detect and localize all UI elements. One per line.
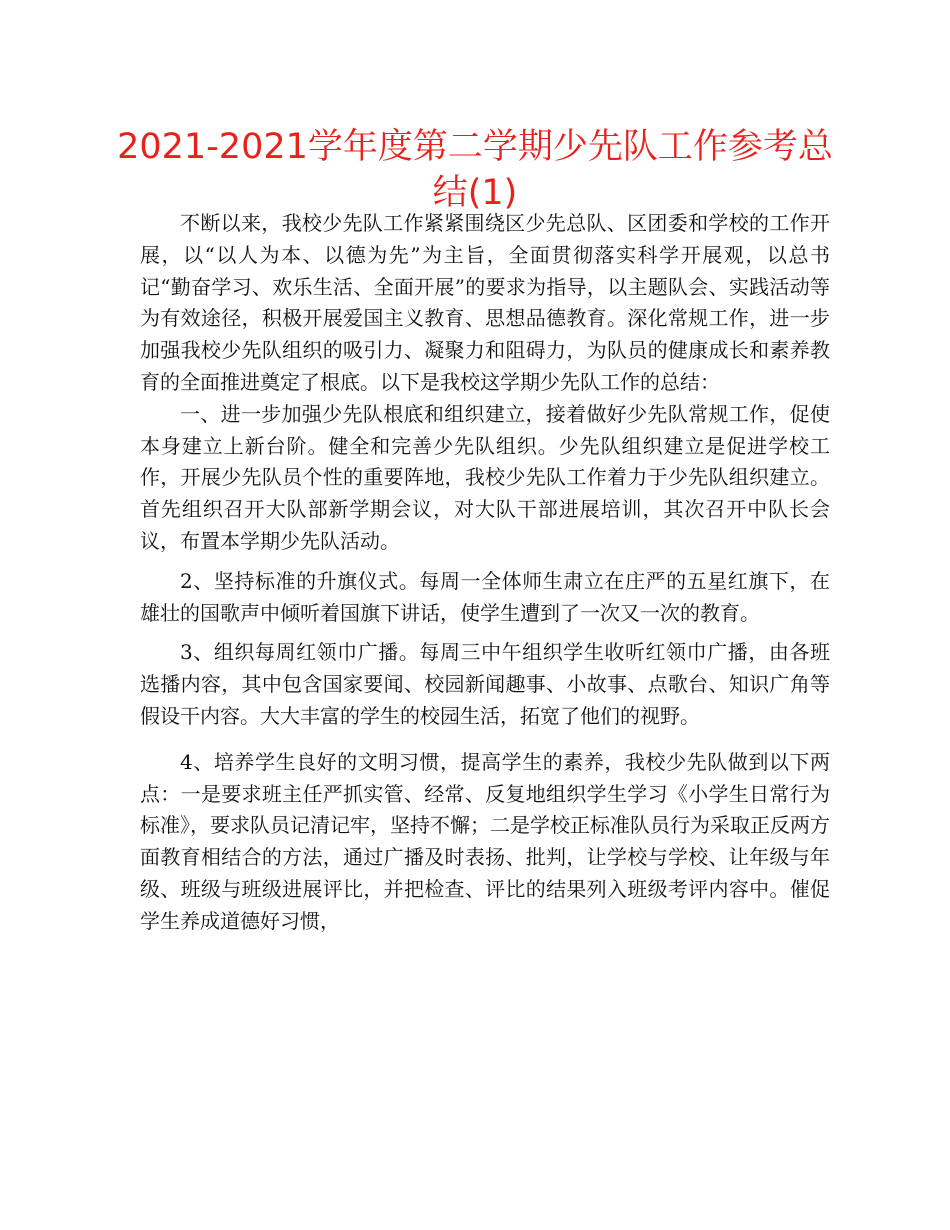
document-title: 2021-2021学年度第二学期少先队工作参考总结(1) xyxy=(117,127,833,213)
paragraph-item-2: 2、坚持标准的升旗仪式。每周一全体师生肃立在庄严的五星红旗下，在雄壮的国歌声中倾听着国旗下讲话，使学生遭到了一次又一次的教育。 xyxy=(140,568,830,625)
paragraph-intro: 不断以来，我校少先队工作紧紧围绕区少先总队、区团委和学校的工作开展，以“以人为本、以德为先”为主旨，全面贯彻落实科学开展观，以总书记“勤奋学习、欢乐生活、全面开展”的要求为指导，以主题队会、实践活动等为有效途径，积极开展爱国主义教育、思想品德教育。深化常规工作，进一步加强我校少先队组织的吸引力、凝聚力和阻碍力，为队员的健康成长和素养教育的全面推进奠定了根底。以下是我校这学期少先队工作的总结： xyxy=(140,211,830,394)
paragraph-section-1: 一、进一步加强少先队根底和组织建立，接着做好少先队常规工作，促使本身建立上新台阶。健全和完善少先队组织。少先队组织建立是促进学校工作，开展少先队员个性的重要阵地，我校少先队工作着力于少先队组织建立。首先组织召开大队部新学期会议，对大队干部进展培训，其次召开中队长会议，布置本学期少先队活动。 xyxy=(140,401,830,553)
paragraph-item-3: 3、组织每周红领巾广播。每周三中午组织学生收听红领巾广播，由各班选播内容，其中包含国家要闻、校园新闻趣事、小故事、点歌台、知识广角等假设干内容。大大丰富的学生的校园生活，拓宽了他们的视野。 xyxy=(140,640,830,728)
document-body xyxy=(140,208,830,938)
paragraph-item-4: 4、培养学生良好的文明习惯，提高学生的素养，我校少先队做到以下两点：一是要求班主任严抓实管、经常、反复地组织学生学习《小学生日常行为标准》，要求队员记清记牢，坚持不懈；二是学校正标准队员行为采取正反两方面教育相结合的方法，通过广播及时表扬、批判，让学校与学校、让年级与年级、班级与班级进展评比，并把检查、评比的结果列入班级考评内容中。催促学生养成道德好习惯， xyxy=(140,749,830,933)
